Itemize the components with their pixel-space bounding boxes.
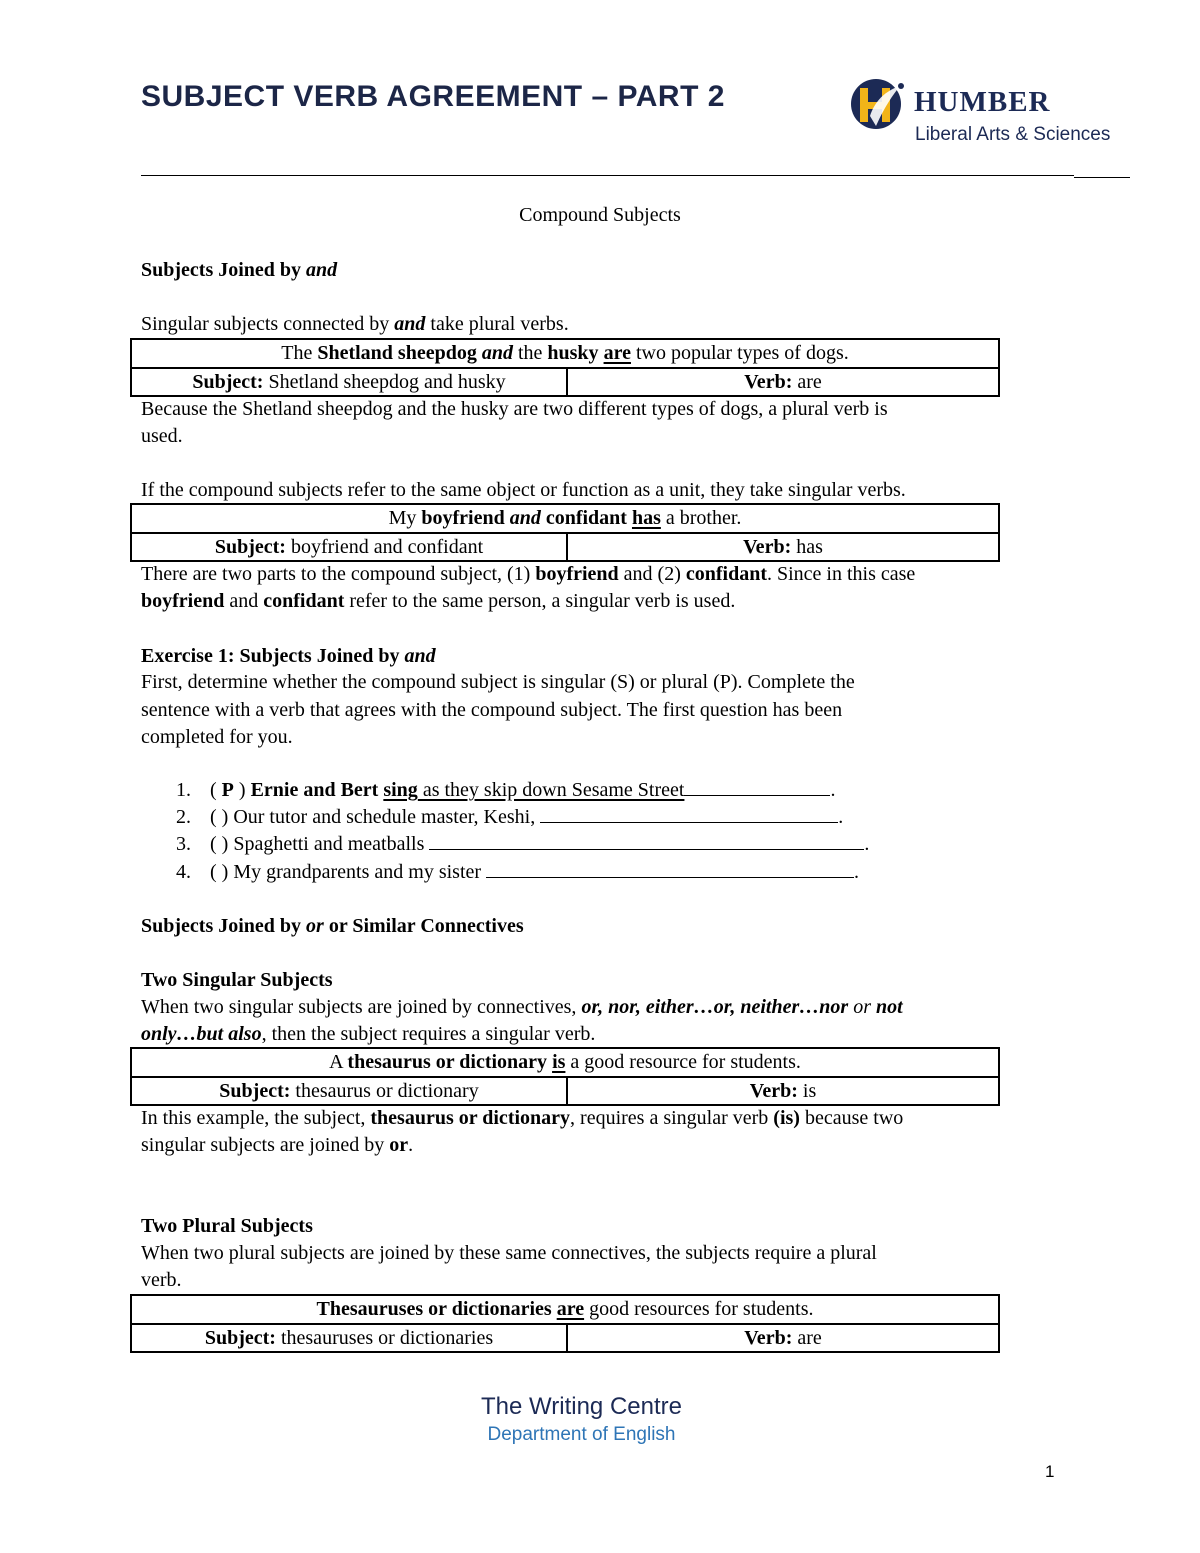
exercise-instructions: sentence with a verb that agrees with the compound subject. The first question has been — [141, 699, 843, 721]
logo-wordmark: HUMBER — [914, 86, 1051, 118]
verb-cell: Verb: are — [744, 371, 822, 393]
example-table-4 — [130, 1294, 1000, 1353]
exercise-heading: Exercise 1: Subjects Joined by and — [141, 645, 436, 667]
example-sentence: The Shetland sheepdog and the husky are two popular types of dogs. — [132, 340, 998, 369]
explanation-line: There are two parts to the compound subject, (1) boyfriend and (2) confidant. Since in this case — [141, 563, 916, 585]
verb-cell: Verb: are — [744, 1327, 822, 1349]
explanation-line: used. — [141, 425, 183, 447]
subject-cell: Subject: thesauruses or dictionaries — [132, 1325, 568, 1351]
intro-text-b: take plural verbs. — [425, 313, 569, 335]
exercise-item: 1. ( P ) Ernie and Bert sing as they skip down Sesame Street . — [176, 779, 836, 801]
heading-joined-or: Subjects Joined by or or Similar Connectives — [141, 915, 524, 937]
header-divider — [141, 175, 1074, 176]
document-title: SUBJECT VERB AGREEMENT – PART 2 — [141, 80, 725, 113]
section-title: Compound Subjects — [519, 204, 681, 226]
footer-subtitle: Department of English — [487, 1424, 676, 1445]
logo-subtitle: Liberal Arts & Sciences — [915, 124, 1111, 145]
subheading-two-singular: Two Singular Subjects — [141, 969, 333, 991]
unit-rule: If the compound subjects refer to the same object or function as a unit, they take singular verbs. — [141, 479, 906, 501]
example-table-2 — [130, 503, 1000, 562]
exercise-item: 4. ( ) My grandparents and my sister . — [176, 861, 860, 883]
header-divider-tail — [1074, 177, 1130, 178]
exercise-item: 3. ( ) Spaghetti and meatballs . — [176, 833, 870, 855]
example-table-1 — [130, 338, 1000, 397]
example-table-3 — [130, 1047, 1000, 1106]
rule-line: When two plural subjects are joined by these same connectives, the subjects require a plural — [141, 1242, 877, 1264]
explanation-line: Because the Shetland sheepdog and the husky are two different types of dogs, a plural verb is — [141, 398, 888, 420]
verb-cell: Verb: has — [743, 536, 823, 558]
intro-text-a: Singular subjects connected by — [141, 313, 395, 335]
rule-line: When two singular subjects are joined by connectives, or, nor, either…or, neither…nor or not — [141, 996, 903, 1018]
explanation-line: In this example, the subject, thesaurus or dictionary, requires a singular verb (is) because two — [141, 1107, 904, 1129]
exercise-item: 2. ( ) Our tutor and schedule master, Keshi, . — [176, 806, 844, 828]
footer-title: The Writing Centre — [481, 1393, 682, 1420]
intro-and — [141, 311, 569, 338]
answer-blank[interactable] — [684, 777, 830, 796]
rule-line: verb. — [141, 1269, 182, 1291]
subheading-two-plural: Two Plural Subjects — [141, 1215, 313, 1237]
example-sentence: Thesauruses or dictionaries are good resources for students. — [132, 1296, 998, 1325]
humber-emblem-icon — [846, 78, 914, 146]
subject-cell: Subject: Shetland sheepdog and husky — [132, 369, 568, 395]
rule-line: only…but also, then the subject requires a singular verb. — [141, 1023, 596, 1045]
heading-emphasis: and — [306, 259, 338, 281]
heading-joined-and — [141, 257, 337, 284]
explanation-line: singular subjects are joined by or. — [141, 1134, 414, 1156]
answer-blank[interactable] — [486, 859, 854, 878]
example-sentence: My boyfriend and confidant has a brother. — [132, 505, 998, 534]
exercise-instructions: completed for you. — [141, 726, 293, 748]
exercise-instructions: First, determine whether the compound subject is singular (S) or plural (P). Complete the — [141, 671, 855, 693]
intro-emphasis: and — [394, 313, 426, 335]
page-number: 1 — [1045, 1462, 1055, 1481]
subject-cell: Subject: boyfriend and confidant — [132, 534, 568, 560]
example-sentence: A thesaurus or dictionary is a good resource for students. — [132, 1049, 998, 1078]
verb-cell: Verb: is — [749, 1080, 817, 1102]
explanation-line: boyfriend and confidant refer to the same person, a singular verb is used. — [141, 590, 736, 612]
answer-blank[interactable] — [429, 831, 864, 850]
subject-cell: Subject: thesaurus or dictionary — [132, 1078, 568, 1104]
answer-blank[interactable] — [540, 804, 838, 823]
heading-text: Subjects Joined by — [141, 259, 307, 281]
